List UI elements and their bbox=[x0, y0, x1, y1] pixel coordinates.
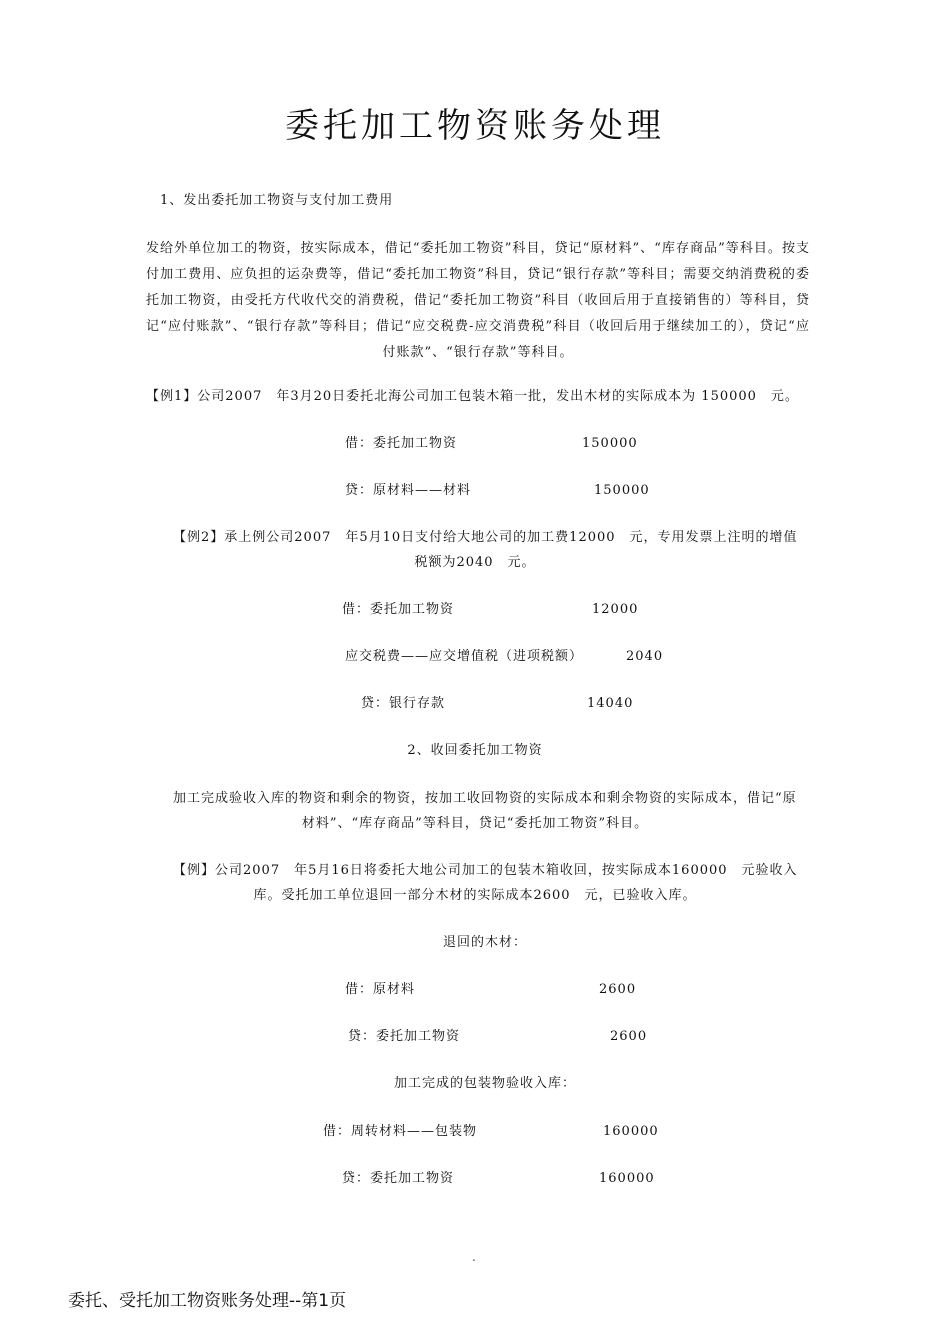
section-2-paragraph-line-1: 加工完成验收入库的物资和剩余的物资，按加工收回物资的实际成本和剩余物资的实际成本，借记“原 bbox=[173, 791, 797, 806]
packaging-label: 加工完成的包装物验收入库： bbox=[393, 1076, 576, 1091]
entry-account: 贷：银行存款 bbox=[361, 696, 446, 711]
entry-account: 借：原材料 bbox=[345, 982, 416, 997]
entry-amount: 14040 bbox=[587, 696, 634, 711]
section-1-heading: 1、发出委托加工物资与支付加工费用 bbox=[160, 193, 394, 208]
entry-amount: 2600 bbox=[599, 982, 637, 997]
entry-amount: 2040 bbox=[626, 649, 664, 664]
returned-materials-label: 退回的木材： bbox=[442, 935, 527, 950]
section-1-paragraph: 发给外单位加工的物资，按实际成本，借记“委托加工物资”科目，贷记“原材料”、“库存商品”等科目。按支付加工费用、应负担的运杂费等，借记“委托加工物资”科目，贷记“银行存款”等科目；需要交纳消费税的委托加工物资，由受托方代收代交的消费税，借记“委托加工物资”科目（收回后用于直接销售的）等科目，贷记“应付账款”、“银行存款”等科目；借记“应交税费-应交消费税”科目（收回后用于继续加工的），贷记“应付账款”、“银行存款”等科目。 bbox=[146, 241, 810, 360]
example-1-text: 【例1】公司2007 年3月20日委托北海公司加工包装木箱一批，发出木材的实际成本为 150000 元。 bbox=[146, 389, 799, 404]
example-2-line-2: 税额为2040 元。 bbox=[414, 555, 536, 570]
entry-account: 借：委托加工物资 bbox=[345, 436, 458, 451]
page-footer: 委托、受托加工物资账务处理--第1页 bbox=[68, 1291, 347, 1311]
example-3-line-1: 【例】公司2007 年5月16日将委托大地公司加工的包装木箱收回，按实际成本160000 元验收入 bbox=[173, 863, 798, 878]
section-2-heading: 2、收回委托加工物资 bbox=[407, 743, 543, 758]
entry-amount: 150000 bbox=[582, 436, 638, 451]
entry-account: 贷：委托加工物资 bbox=[348, 1029, 461, 1044]
section-2-paragraph-line-2: 材料”、“库存商品”等科目，贷记“委托加工物资”科目。 bbox=[301, 816, 649, 831]
entry-account: 借：委托加工物资 bbox=[342, 602, 455, 617]
entry-amount: 2600 bbox=[610, 1029, 648, 1044]
page-dot: . bbox=[472, 1250, 476, 1264]
page-title: 委托加工物资账务处理 bbox=[285, 106, 665, 146]
entry-account: 应交税费——应交增值税（进项税额） bbox=[345, 649, 584, 664]
entry-amount: 160000 bbox=[603, 1124, 659, 1139]
example-2-line-1: 【例2】承上例公司2007 年5月10日支付给大地公司的加工费12000 元，专用发票上注明的增值 bbox=[173, 530, 798, 545]
entry-amount: 150000 bbox=[594, 483, 650, 498]
entry-amount: 12000 bbox=[592, 602, 639, 617]
entry-account: 借：周转材料——包装物 bbox=[323, 1124, 478, 1139]
entry-account: 贷：委托加工物资 bbox=[342, 1171, 455, 1186]
entry-amount: 160000 bbox=[599, 1171, 655, 1186]
example-3-line-2: 库。受托加工单位退回一部分木材的实际成本2600 元，已验收入库。 bbox=[253, 888, 697, 903]
entry-account: 贷：原材料——材料 bbox=[345, 483, 472, 498]
